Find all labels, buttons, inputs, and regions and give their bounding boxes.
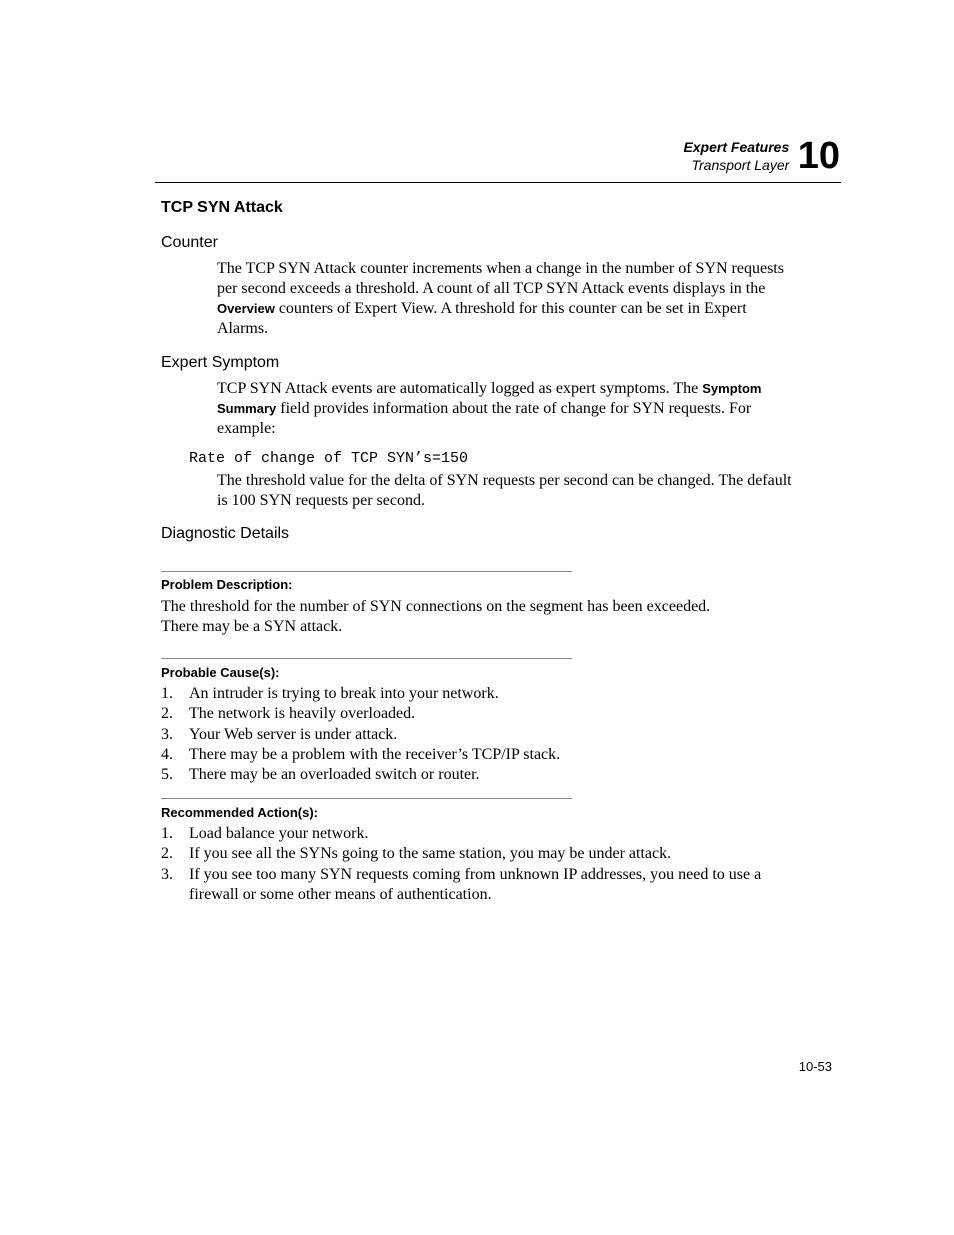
list-number: 1. [161,825,173,842]
list-item [161,684,801,704]
counter-heading: Counter [161,234,218,251]
header-rule [155,182,841,183]
list-item [161,745,801,765]
list-text: Load balance your network. [189,825,369,842]
list-text: There may be an overloaded switch or router. [189,766,480,784]
header-section-title: Expert Features [683,139,790,155]
threshold-paragraph: The threshold value for the delta of SYN requests per second can be changed. The default is 100 SYN requests per second. [217,472,792,509]
page-number: 10-53 [798,1059,832,1074]
counter-paragraph [217,259,797,339]
list-number: 2. [161,845,173,863]
problem-text: The threshold for the number of SYN connections on the segment has been exceeded. There may be a SYN attack. [161,598,711,635]
list-item [161,765,801,785]
list-text: An intruder is trying to break into your network. [189,685,499,702]
list-text: There may be a problem with the receiver’s TCP/IP stack. [189,745,561,763]
list-number: 4. [161,745,173,763]
list-text: If you see all the SYNs going to the same station, you may be under attack. [189,845,672,863]
running-header-text [683,138,789,174]
list-item [161,844,801,864]
causes-list [161,684,801,785]
list-item [161,865,801,906]
counter-text-a: The TCP SYN Attack counter increments when a change in the number of SYN requests per second exceeds a threshold. A count of all TCP SYN Attack events displays in the [217,260,784,297]
overview-term: Overview [217,301,275,316]
expert-symptom-heading: Expert Symptom [161,354,280,371]
list-text: Your Web server is under attack. [189,725,398,743]
list-number: 3. [161,865,173,883]
list-text: If you see too many SYN requests coming from unknown IP addresses, you need to use a firewall or some other means of authentication. [189,865,762,903]
causes-label: Probable Cause(s): [161,665,280,680]
chapter-number: 10 [797,135,840,177]
problem-label: Problem Description: [161,577,293,592]
divider [161,571,572,572]
divider [161,798,572,799]
list-item [161,704,801,724]
code-example: Rate of change of TCP SYN’s=150 [189,450,469,467]
running-header [683,136,840,176]
list-number: 3. [161,725,173,743]
list-item [161,725,801,745]
expert-symptom-paragraph [217,379,797,439]
symptom-summary-term: Symptom Summary [217,381,762,416]
list-number: 5. [161,766,173,784]
section-title: TCP SYN Attack [161,199,283,216]
symptom-text-a: TCP SYN Attack events are automatically logged as expert symptoms. The [217,380,703,397]
list-item [161,824,801,844]
list-number: 1. [161,685,173,702]
list-text: The network is heavily overloaded. [189,705,416,723]
header-subsection-title: Transport Layer [691,157,790,173]
counter-text-b: counters of Expert View. A threshold for this counter can be set in Expert Alarms. [217,300,747,337]
actions-label: Recommended Action(s): [161,805,318,820]
symptom-text-b: field provides information about the rate of change for SYN requests. For example: [217,400,752,437]
diagnostic-heading: Diagnostic Details [161,525,290,542]
actions-list [161,824,801,905]
list-number: 2. [161,705,173,723]
divider [161,658,572,659]
